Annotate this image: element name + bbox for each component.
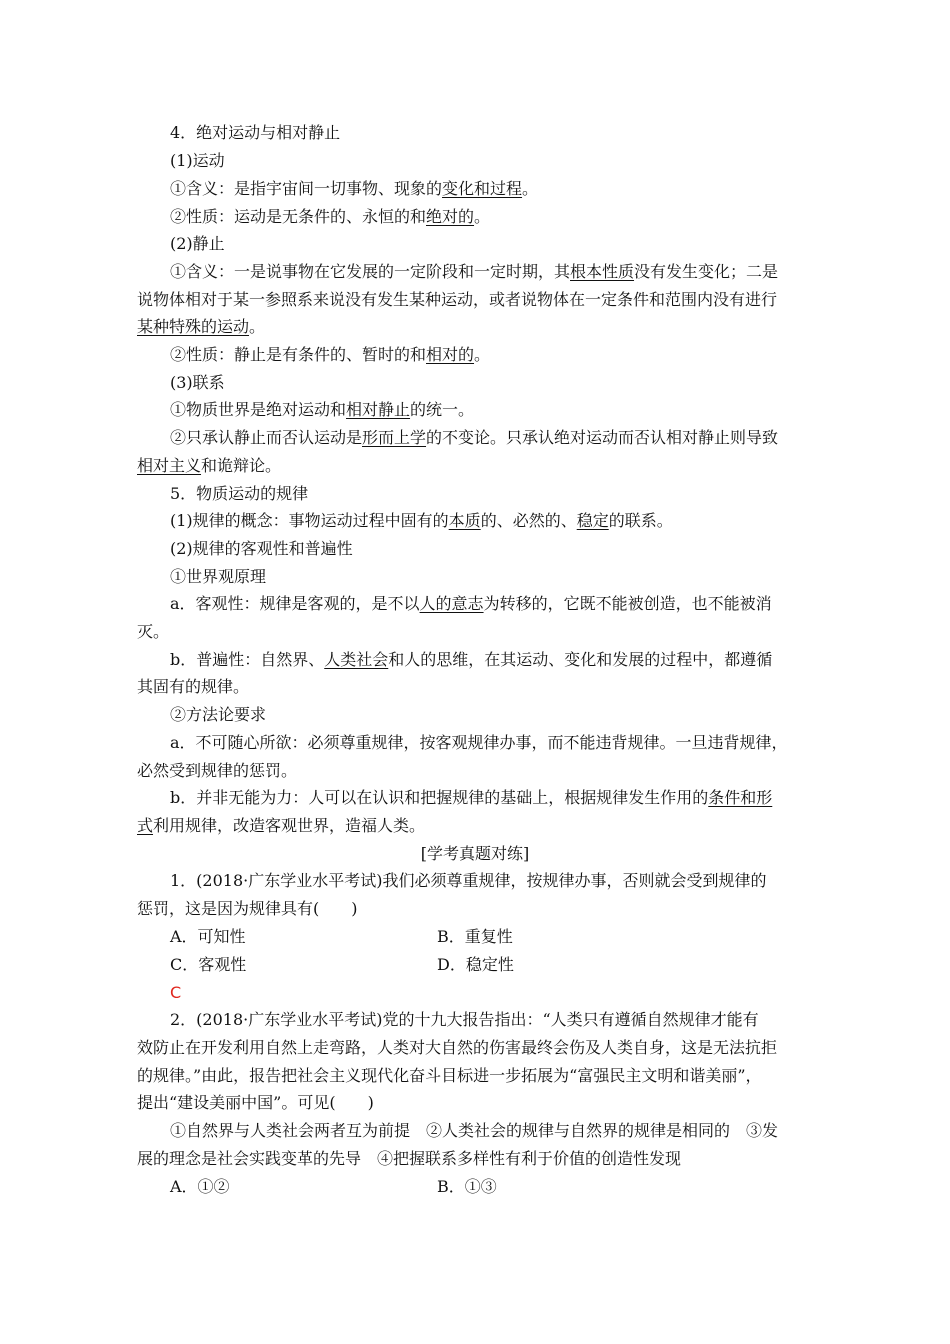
methodology-heading: ②方法论要求: [170, 705, 267, 724]
methodology-b-line1: b．并非无能为力：人可以在认识和把握规律的基础上，根据规律发生作用的条件和形: [170, 788, 773, 807]
law-objectivity-heading: (2)规律的客观性和普遍性: [170, 539, 353, 558]
rest-heading: (2)静止: [170, 234, 225, 253]
law-concept: (1)规律的概念：事物运动过程中固有的本质的、必然的、稳定的联系。: [170, 511, 673, 530]
methodology-a-line2: 必然受到规律的惩罚。: [137, 761, 298, 780]
option-b: B．①③: [437, 1177, 497, 1196]
underlined-term: 变化和过程: [442, 179, 523, 198]
objectivity-line2: 灭。: [137, 622, 170, 641]
option-c: C．客观性: [170, 955, 247, 974]
question-1-line2: 惩罚，这是因为规律具有( ): [137, 899, 358, 918]
methodology-a-line1: a．不可随心所欲：必须尊重规律，按客观规律办事，而不能违背规律。一旦违背规律，: [170, 733, 788, 752]
question-1-line1: 1．(2018·广东学业水平考试)我们必须尊重规律，按规律办事，否则就会受到规律的: [170, 871, 767, 890]
worldview-heading: ①世界观原理: [170, 567, 267, 586]
option-a: A．①②: [170, 1177, 230, 1196]
motion-definition: ①含义：是指宇宙间一切事物、现象的变化和过程。: [170, 179, 539, 198]
underlined-term: 根本性质: [570, 262, 635, 281]
rest-nature: ②性质：静止是有条件的、暂时的和相对的。: [170, 345, 491, 364]
question-2-line4: 提出“建设美丽中国”。可见( ): [137, 1093, 374, 1112]
underlined-term: 人类社会: [324, 650, 389, 669]
option-b: B．重复性: [437, 927, 513, 946]
underlined-term: 稳定: [576, 511, 609, 530]
relation-point2-line1: ②只承认静止而否认运动是形而上学的不变论。只承认绝对运动而否认相对静止则导致: [170, 428, 779, 447]
rest-definition-line2: 说物体相对于某一参照系来说没有发生某种运动，或者说物体在一定条件和范围内没有进行: [137, 290, 778, 309]
underlined-term: 形而上学: [362, 428, 427, 447]
section-4-title: 4．绝对运动与相对静止: [170, 123, 341, 142]
underlined-term: 条件和形: [708, 788, 773, 807]
underlined-term: 绝对的: [426, 207, 475, 226]
option-d: D．稳定性: [437, 955, 514, 974]
question-2-statements-line2: 展的理念是社会实践变革的先导 ④把握联系多样性有利于价值的创造性发现: [137, 1149, 682, 1168]
underlined-term: 相对主义: [137, 456, 202, 475]
universality-line1: b．普遍性：自然界、人类社会和人的思维，在其运动、变化和发展的过程中，都遵循: [170, 650, 773, 669]
universality-line2: 其固有的规律。: [137, 677, 250, 696]
motion-heading: (1)运动: [170, 151, 225, 170]
rest-definition-line1: ①含义：一是说事物在它发展的一定阶段和一定时期，其根本性质没有发生变化；二是: [170, 262, 779, 281]
underlined-term: 某种特殊的运动: [137, 317, 250, 336]
question-2-line1: 2．(2018·广东学业水平考试)党的十九大报告指出：“人类只有遵循自然规律才能有: [170, 1010, 759, 1029]
question-1-answer: C: [170, 983, 182, 1002]
section-5-title: 5．物质运动的规律: [170, 484, 309, 503]
objectivity-line1: a．客观性：规律是客观的，是不以人的意志为转移的，它既不能被创造，也不能被消: [170, 594, 772, 613]
underlined-term: 式: [137, 816, 154, 835]
relation-heading: (3)联系: [170, 373, 225, 392]
underlined-term: 本质: [448, 511, 481, 530]
question-2-line2: 效防止在开发利用自然上走弯路，人类对大自然的伤害最终会伤及人类自身，这是无法抗拒: [137, 1038, 778, 1057]
question-2-line3: 的规律。”由此，报告把社会主义现代化奋斗目标进一步拓展为“富强民主文明和谐美丽”，: [137, 1066, 762, 1085]
underlined-term: 相对静止: [346, 400, 411, 419]
practice-heading: [学考真题对练]: [420, 844, 530, 863]
motion-nature: ②性质：运动是无条件的、永恒的和绝对的。: [170, 207, 491, 226]
relation-point2-line2: 相对主义和诡辩论。: [137, 456, 282, 475]
option-a: A．可知性: [170, 927, 246, 946]
rest-definition-line3: 某种特殊的运动。: [137, 317, 266, 336]
underlined-term: 相对的: [426, 345, 475, 364]
question-2-statements-line1: ①自然界与人类社会两者互为前提 ②人类社会的规律与自然界的规律是相同的 ③发: [170, 1121, 779, 1140]
methodology-b-line2: 式利用规律，改造客观世界，造福人类。: [137, 816, 426, 835]
underlined-term: 人的意志: [419, 594, 484, 613]
relation-point1: ①物质世界是绝对运动和相对静止的统一。: [170, 400, 475, 419]
